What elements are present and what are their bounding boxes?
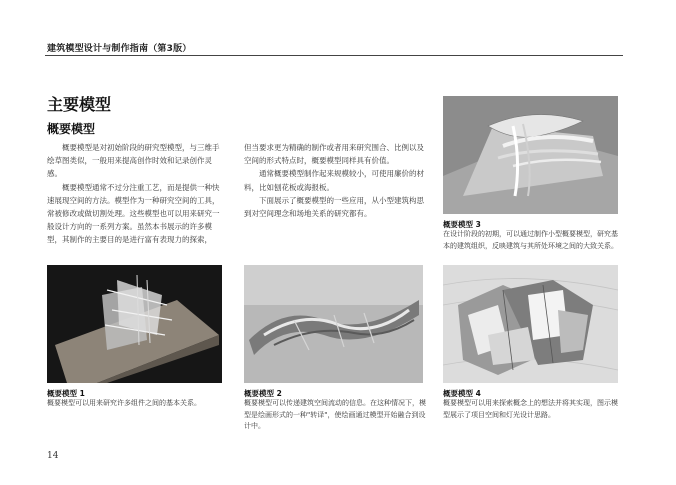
figure-4-caption: 概要模型可以用来探索概念上的想法并将其实现，图示模型展示了项目空间和灯光设计思路。 xyxy=(443,399,618,419)
figure-4-title: 概要模型 4 xyxy=(443,389,481,398)
figure-3-photo xyxy=(443,96,618,214)
paragraph: 通常概要模型制作起来规模较小，可使用廉价的材料，比如刨花板或海报板。 xyxy=(244,169,424,192)
figure-3-caption: 在设计阶段的初期，可以通过制作小型概要模型，研究基本的建筑组织，反映建筑与其所处环境之间的大致关系。 xyxy=(443,230,618,250)
paragraph: 下面展示了概要模型的一些应用，从小型建筑构思到对空间理念和场地关系的研究都有。 xyxy=(244,195,424,219)
book-header-title: 建筑模型设计与制作指南（第3版） xyxy=(47,44,192,54)
header-rule xyxy=(45,55,623,56)
section-title: 主要模型 xyxy=(47,95,112,114)
page-number: 14 xyxy=(47,451,59,461)
figure-4-photo xyxy=(443,265,618,383)
figure-1-title: 概要模型 1 xyxy=(47,389,85,398)
figure-3-title: 概要模型 3 xyxy=(443,220,481,229)
figure-2-title: 概要模型 2 xyxy=(244,389,282,398)
paragraph: 概要模型是对初始阶段的研究型模型，与三维手绘草图类似，一般用来提高创作时效和记录创作灵感。 xyxy=(47,143,220,179)
figure-1-caption: 概要模型可以用来研究许多组件之间的基本关系。 xyxy=(47,399,201,407)
paragraph: 但当要求更为精确的制作或者用来研究围合、比例以及空间的形式特点时，概要模型同样具有价值。 xyxy=(244,143,424,166)
subsection-title: 概要模型 xyxy=(47,122,96,136)
body-column-2 xyxy=(244,141,424,220)
figure-2-caption: 概要模型可以传递建筑空间流动的信息。在这种情况下，模型是绘画形式的一种"转译"，使绘画通过模型开始融合到设计中。 xyxy=(244,399,426,430)
body-column-1 xyxy=(47,141,223,247)
figure-1-photo xyxy=(47,265,222,383)
paragraph: 概要模型通常不过分注重工艺，而是提供一种快速展现空间的方法。模型作为一种研究空间的工具，常被修改或做切割处理。这些模型也可以用来研究一般设计方向的一系列方案。虽然本书展示的许多模型，其制作的主要目的是进行富有表现力的探索， xyxy=(47,182,220,245)
figure-2-photo xyxy=(244,265,423,383)
